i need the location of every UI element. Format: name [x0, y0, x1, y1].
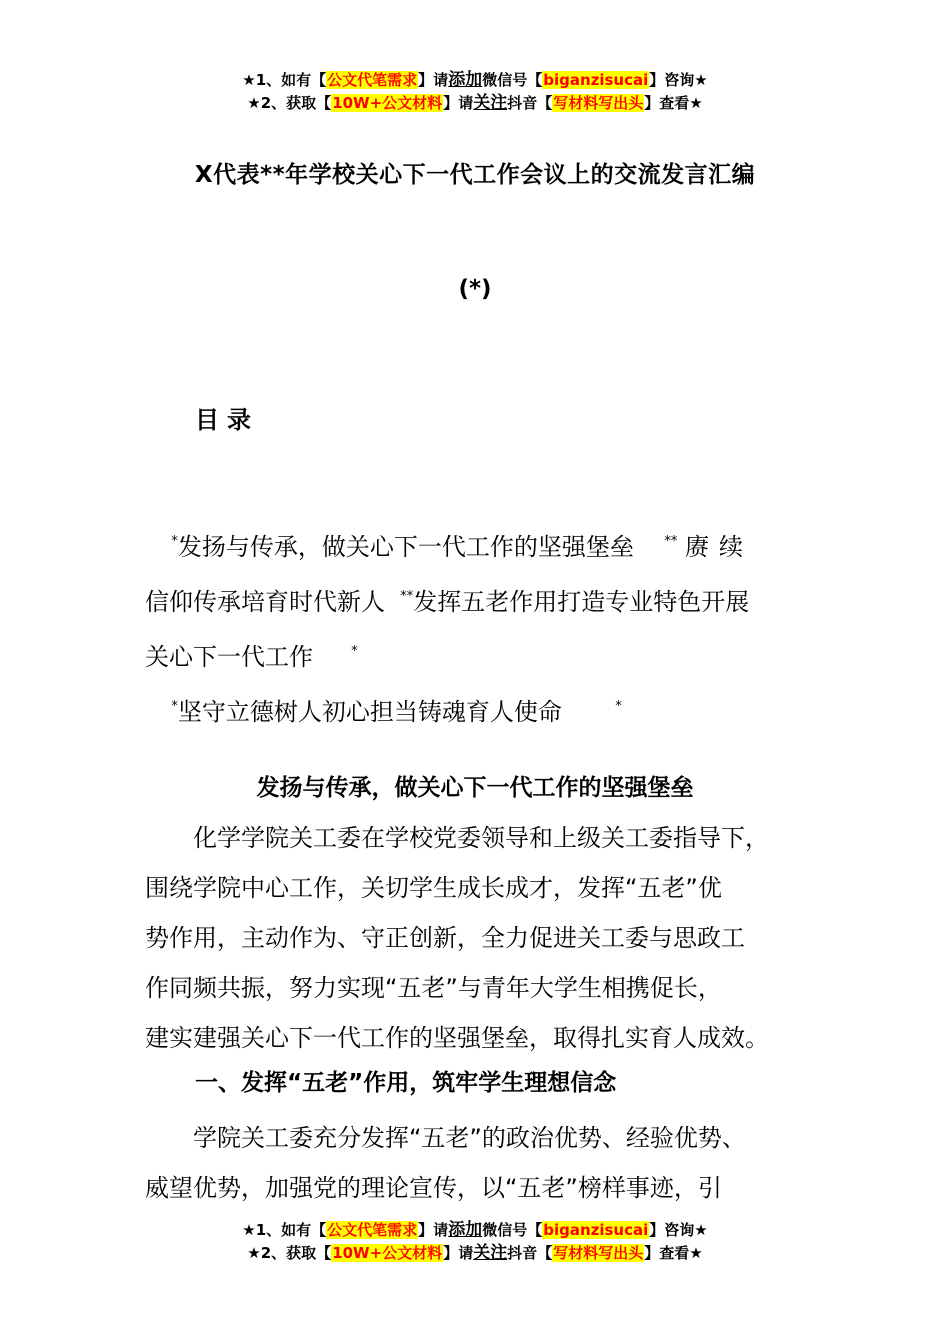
paragraph-line: 学院关工委充分发挥“五老”的政治优势、经验优势、 [145, 1124, 746, 1152]
banner-highlight: 10W+公文材料 [332, 1244, 443, 1262]
banner-text: 抖音【 [507, 94, 553, 112]
toc-entry: 发扬与传承，做关心下一代工作的坚强堡垒 [177, 533, 634, 561]
section-heading: 发扬与传承，做关心下一代工作的坚强堡垒 [256, 775, 694, 801]
toc-entry: 信仰传承培育时代新人 [145, 588, 385, 616]
banner-emphasis: 添加 [448, 70, 483, 90]
banner-text: 微信号【 [482, 71, 543, 89]
banner-text: ★1、如有【 [242, 1221, 327, 1239]
footer-banner [0, 1219, 950, 1265]
sub-heading: 一、发挥“五老”作用，筑牢学生理想信念 [195, 1070, 617, 1096]
banner-emphasis: 关注 [473, 93, 508, 113]
banner-text: 】请 [443, 94, 474, 112]
banner-text: ★1、如有【 [242, 71, 327, 89]
banner-line-2 [0, 92, 950, 115]
toc-line [145, 572, 815, 627]
banner-highlight: 公文代笔需求 [327, 71, 418, 89]
banner-emphasis: 添加 [448, 1220, 483, 1240]
banner-line-1 [0, 69, 950, 92]
banner-text: 】查看★ [644, 94, 703, 112]
banner-text: 】查看★ [644, 1244, 703, 1262]
toc-marker: * [351, 644, 358, 659]
toc-line [145, 627, 815, 682]
toc-marker: ** [400, 589, 414, 604]
document-subtitle: (*) [458, 276, 492, 302]
table-of-contents [145, 517, 815, 737]
toc-entry: 赓续 [685, 533, 754, 561]
toc-marker: ** [664, 534, 678, 549]
header-banner [0, 69, 950, 115]
banner-highlight: 10W+公文材料 [332, 94, 443, 112]
toc-entry: 关心下一代工作 [145, 643, 313, 671]
toc-marker: * [171, 534, 178, 549]
banner-highlight: 写材料写出头 [553, 1244, 644, 1262]
banner-text: ★2、获取【 [247, 94, 332, 112]
toc-heading: 目录 [195, 406, 259, 434]
paragraph-line: 威望优势，加强党的理论宣传，以“五老”榜样事迹，引 [145, 1174, 722, 1202]
banner-text: 】咨询★ [649, 1221, 708, 1239]
toc-entry: 发挥五老作用打造专业特色开展 [413, 588, 750, 616]
body-paragraph [145, 813, 835, 1063]
toc-marker: * [615, 699, 622, 714]
banner-text: 】咨询★ [649, 71, 708, 89]
banner-line-1 [0, 1219, 950, 1242]
toc-line [145, 517, 815, 572]
toc-marker: * [171, 699, 178, 714]
banner-highlight: 写材料写出头 [553, 94, 644, 112]
banner-highlight: 公文代笔需求 [327, 1221, 418, 1239]
banner-line-2 [0, 1242, 950, 1265]
body-paragraph [145, 1113, 835, 1213]
banner-text: 】请 [418, 71, 449, 89]
paragraph-line: 围绕学院中心工作，关切学生成长成才，发挥“五老”优 [145, 874, 722, 902]
paragraph-line: 化学学院关工委在学校党委领导和上级关工委指导下， [145, 824, 769, 852]
document-title: X代表**年学校关心下一代工作会议上的交流发言汇编 [194, 162, 756, 188]
banner-text: ★2、获取【 [247, 1244, 332, 1262]
paragraph-line: 势作用，主动作为、守正创新，全力促进关工委与思政工 [145, 924, 745, 952]
banner-text: 】请 [443, 1244, 474, 1262]
banner-emphasis: 关注 [473, 1243, 508, 1263]
toc-line [145, 682, 815, 737]
banner-highlight: biganzisucai [543, 1221, 649, 1239]
banner-text: 】请 [418, 1221, 449, 1239]
banner-highlight: biganzisucai [543, 71, 649, 89]
paragraph-line: 作同频共振，努力实现“五老”与青年大学生相携促长， [145, 974, 722, 1002]
banner-text: 抖音【 [507, 1244, 553, 1262]
paragraph-line: 建实建强关心下一代工作的坚强堡垒，取得扎实育人成效。 [145, 1024, 769, 1052]
toc-entry: 坚守立德树人初心担当铸魂育人使命 [177, 698, 562, 726]
banner-text: 微信号【 [482, 1221, 543, 1239]
